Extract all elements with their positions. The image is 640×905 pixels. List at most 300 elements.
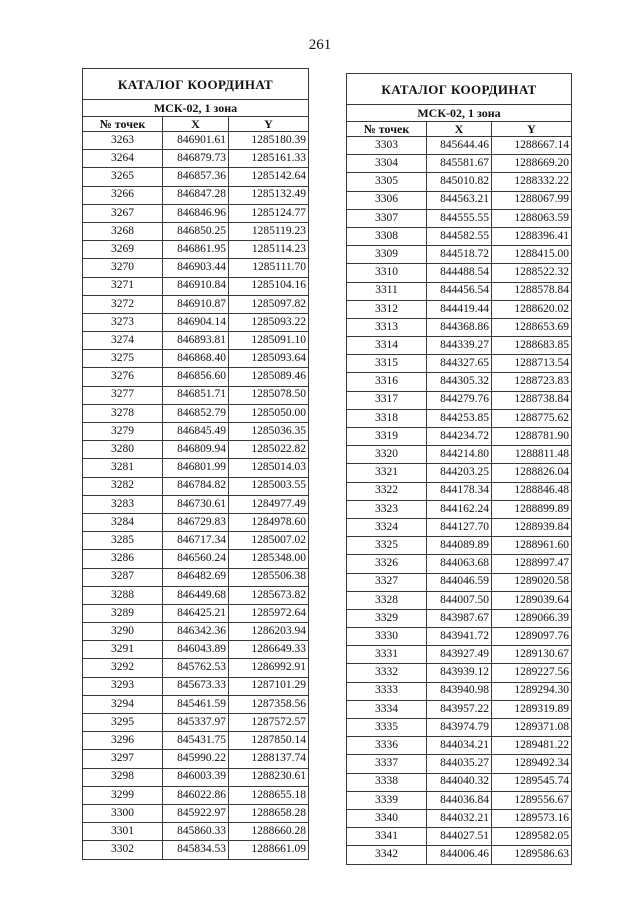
point-number-cell: 3327	[347, 573, 427, 591]
x-coordinate-cell: 844089.89	[427, 537, 492, 555]
point-number-cell: 3321	[347, 464, 427, 482]
y-coordinate-cell: 1288781.90	[492, 428, 572, 446]
point-number-cell: 3279	[83, 423, 163, 441]
y-coordinate-cell: 1285003.55	[229, 477, 309, 495]
x-coordinate-cell: 846850.25	[163, 222, 229, 240]
table-row	[83, 423, 309, 441]
x-coordinate-cell: 846560.24	[163, 550, 229, 568]
table-row	[83, 441, 309, 459]
table-row	[347, 173, 572, 191]
y-coordinate-cell: 1287850.14	[229, 732, 309, 750]
table-row	[83, 604, 309, 622]
y-coordinate-cell: 1289227.56	[492, 664, 572, 682]
x-coordinate-cell: 844456.54	[427, 282, 492, 300]
point-number-cell: 3326	[347, 555, 427, 573]
point-number-cell: 3282	[83, 477, 163, 495]
y-coordinate-cell: 1285142.64	[229, 168, 309, 186]
table-row	[83, 513, 309, 531]
y-coordinate-cell: 1288846.48	[492, 482, 572, 500]
table-row	[347, 700, 572, 718]
table-row	[347, 137, 572, 155]
y-coordinate-cell: 1285093.64	[229, 350, 309, 368]
x-coordinate-cell: 846879.73	[163, 150, 229, 168]
x-coordinate-cell: 844339.27	[427, 337, 492, 355]
y-coordinate-cell: 1289097.76	[492, 628, 572, 646]
point-number-cell: 3288	[83, 586, 163, 604]
y-coordinate-cell: 1288997.47	[492, 555, 572, 573]
point-number-cell: 3313	[347, 318, 427, 336]
table-row	[83, 386, 309, 404]
column-header-point-number: № точек	[347, 122, 427, 137]
table-row	[347, 609, 572, 627]
table-row	[83, 350, 309, 368]
x-coordinate-cell: 844178.34	[427, 482, 492, 500]
point-number-cell: 3310	[347, 264, 427, 282]
x-coordinate-cell: 845922.97	[163, 804, 229, 822]
table-row	[347, 591, 572, 609]
table-row	[347, 428, 572, 446]
point-number-cell: 3328	[347, 591, 427, 609]
point-number-cell: 3323	[347, 500, 427, 518]
point-number-cell: 3298	[83, 768, 163, 786]
table-row	[83, 586, 309, 604]
point-number-cell: 3283	[83, 495, 163, 513]
y-coordinate-cell: 1285132.49	[229, 186, 309, 204]
table-row	[347, 264, 572, 282]
point-number-cell: 3317	[347, 391, 427, 409]
point-number-cell: 3299	[83, 786, 163, 804]
y-coordinate-cell: 1288063.59	[492, 209, 572, 227]
table-row	[347, 682, 572, 700]
point-number-cell: 3296	[83, 732, 163, 750]
point-number-cell: 3307	[347, 209, 427, 227]
table-row	[83, 368, 309, 386]
x-coordinate-cell: 844162.24	[427, 500, 492, 518]
x-coordinate-cell: 846717.34	[163, 532, 229, 550]
point-number-cell: 3325	[347, 537, 427, 555]
y-coordinate-cell: 1284977.49	[229, 495, 309, 513]
y-coordinate-cell: 1287572.57	[229, 714, 309, 732]
y-coordinate-cell: 1288578.84	[492, 282, 572, 300]
x-coordinate-cell: 845581.67	[427, 155, 492, 173]
table-row	[347, 555, 572, 573]
point-number-cell: 3270	[83, 259, 163, 277]
x-coordinate-cell: 846784.82	[163, 477, 229, 495]
table-row	[83, 732, 309, 750]
table-row	[83, 841, 309, 859]
point-number-cell: 3274	[83, 332, 163, 350]
x-coordinate-cell: 846043.89	[163, 641, 229, 659]
table-row	[83, 259, 309, 277]
x-coordinate-cell: 846801.99	[163, 459, 229, 477]
y-coordinate-cell: 1289582.05	[492, 828, 572, 846]
point-number-cell: 3277	[83, 386, 163, 404]
point-number-cell: 3272	[83, 295, 163, 313]
y-coordinate-cell: 1289573.16	[492, 809, 572, 827]
table-row	[347, 518, 572, 536]
table-row	[83, 459, 309, 477]
catalog-rows	[347, 137, 572, 865]
table-row	[83, 132, 309, 150]
table-row	[83, 677, 309, 695]
table-row	[83, 641, 309, 659]
x-coordinate-cell: 844040.32	[427, 773, 492, 791]
column-header-point-number: № точек	[83, 117, 163, 132]
table-row	[83, 532, 309, 550]
x-coordinate-cell: 844582.55	[427, 227, 492, 245]
y-coordinate-cell: 1285161.33	[229, 150, 309, 168]
x-coordinate-cell: 846729.83	[163, 513, 229, 531]
y-coordinate-cell: 1285097.82	[229, 295, 309, 313]
x-coordinate-cell: 844563.21	[427, 191, 492, 209]
x-coordinate-cell: 846482.69	[163, 568, 229, 586]
y-coordinate-cell: 1288230.61	[229, 768, 309, 786]
point-number-cell: 3289	[83, 604, 163, 622]
table-row	[83, 186, 309, 204]
point-number-cell: 3315	[347, 355, 427, 373]
x-coordinate-cell: 846861.95	[163, 241, 229, 259]
point-number-cell: 3264	[83, 150, 163, 168]
x-coordinate-cell: 844063.68	[427, 555, 492, 573]
x-coordinate-cell: 844006.46	[427, 846, 492, 864]
point-number-cell: 3302	[83, 841, 163, 859]
x-coordinate-cell: 845461.59	[163, 695, 229, 713]
table-row	[83, 332, 309, 350]
point-number-cell: 3306	[347, 191, 427, 209]
x-coordinate-cell: 845990.22	[163, 750, 229, 768]
table-row	[347, 846, 572, 864]
point-number-cell: 3291	[83, 641, 163, 659]
y-coordinate-cell: 1288723.83	[492, 373, 572, 391]
x-coordinate-cell: 844555.55	[427, 209, 492, 227]
table-row	[83, 768, 309, 786]
point-number-cell: 3268	[83, 222, 163, 240]
point-number-cell: 3276	[83, 368, 163, 386]
table-row	[83, 550, 309, 568]
table-row	[83, 150, 309, 168]
table-row	[347, 500, 572, 518]
x-coordinate-cell: 844305.32	[427, 373, 492, 391]
x-coordinate-cell: 845762.53	[163, 659, 229, 677]
x-coordinate-cell: 845431.75	[163, 732, 229, 750]
x-coordinate-cell: 844034.21	[427, 737, 492, 755]
table-row	[347, 755, 572, 773]
x-coordinate-cell: 844036.84	[427, 791, 492, 809]
table-row	[347, 809, 572, 827]
table-row	[83, 750, 309, 768]
y-coordinate-cell: 1285180.39	[229, 132, 309, 150]
x-coordinate-cell: 846868.40	[163, 350, 229, 368]
y-coordinate-cell: 1289492.34	[492, 755, 572, 773]
y-coordinate-cell: 1288620.02	[492, 300, 572, 318]
y-coordinate-cell: 1288661.09	[229, 841, 309, 859]
x-coordinate-cell: 846847.28	[163, 186, 229, 204]
y-coordinate-cell: 1286649.33	[229, 641, 309, 659]
table-row	[347, 628, 572, 646]
x-coordinate-cell: 844327.65	[427, 355, 492, 373]
point-number-cell: 3297	[83, 750, 163, 768]
point-number-cell: 3281	[83, 459, 163, 477]
point-number-cell: 3301	[83, 823, 163, 841]
table-row	[347, 664, 572, 682]
x-coordinate-cell: 844518.72	[427, 246, 492, 264]
y-coordinate-cell: 1288811.48	[492, 446, 572, 464]
y-coordinate-cell: 1285078.50	[229, 386, 309, 404]
x-coordinate-cell: 844035.27	[427, 755, 492, 773]
point-number-cell: 3295	[83, 714, 163, 732]
table-row	[83, 568, 309, 586]
point-number-cell: 3300	[83, 804, 163, 822]
point-number-cell: 3341	[347, 828, 427, 846]
y-coordinate-cell: 1288655.18	[229, 786, 309, 804]
page-number: 261	[308, 37, 332, 53]
point-number-cell: 3280	[83, 441, 163, 459]
column-header-y: Y	[229, 117, 309, 132]
y-coordinate-cell: 1289319.89	[492, 700, 572, 718]
table-row	[83, 786, 309, 804]
table-row	[347, 191, 572, 209]
x-coordinate-cell: 846809.94	[163, 441, 229, 459]
point-number-cell: 3318	[347, 409, 427, 427]
y-coordinate-cell: 1285022.82	[229, 441, 309, 459]
x-coordinate-cell: 843939.12	[427, 664, 492, 682]
table-row	[83, 659, 309, 677]
table-row	[347, 446, 572, 464]
point-number-cell: 3265	[83, 168, 163, 186]
y-coordinate-cell: 1288667.14	[492, 137, 572, 155]
table-row	[83, 222, 309, 240]
table-row	[347, 537, 572, 555]
table-row	[83, 295, 309, 313]
y-coordinate-cell: 1285007.02	[229, 532, 309, 550]
table-row	[347, 409, 572, 427]
y-coordinate-cell: 1285119.23	[229, 222, 309, 240]
x-coordinate-cell: 846893.81	[163, 332, 229, 350]
x-coordinate-cell: 846851.71	[163, 386, 229, 404]
x-coordinate-cell: 844203.25	[427, 464, 492, 482]
table-row	[347, 209, 572, 227]
y-coordinate-cell: 1288137.74	[229, 750, 309, 768]
point-number-cell: 3324	[347, 518, 427, 536]
x-coordinate-cell: 844032.21	[427, 809, 492, 827]
point-number-cell: 3333	[347, 682, 427, 700]
x-coordinate-cell: 846856.60	[163, 368, 229, 386]
point-number-cell: 3312	[347, 300, 427, 318]
x-coordinate-cell: 843927.49	[427, 646, 492, 664]
x-coordinate-cell: 846003.39	[163, 768, 229, 786]
y-coordinate-cell: 1286992.91	[229, 659, 309, 677]
point-number-cell: 3292	[83, 659, 163, 677]
y-coordinate-cell: 1285050.00	[229, 404, 309, 422]
x-coordinate-cell: 843987.67	[427, 609, 492, 627]
table-row	[83, 204, 309, 222]
y-coordinate-cell: 1287358.56	[229, 695, 309, 713]
column-header-y: Y	[492, 122, 572, 137]
table-row	[83, 714, 309, 732]
y-coordinate-cell: 1288396.41	[492, 227, 572, 245]
y-coordinate-cell: 1288332.22	[492, 173, 572, 191]
x-coordinate-cell: 846852.79	[163, 404, 229, 422]
x-coordinate-cell: 846846.96	[163, 204, 229, 222]
table-row	[347, 337, 572, 355]
y-coordinate-cell: 1289020.58	[492, 573, 572, 591]
point-number-cell: 3287	[83, 568, 163, 586]
x-coordinate-cell: 845860.33	[163, 823, 229, 841]
y-coordinate-cell: 1286203.94	[229, 623, 309, 641]
y-coordinate-cell: 1289066.39	[492, 609, 572, 627]
catalog-zone: МСК-02, 1 зона	[347, 105, 572, 122]
x-coordinate-cell: 844488.54	[427, 264, 492, 282]
y-coordinate-cell: 1289130.67	[492, 646, 572, 664]
y-coordinate-cell: 1285089.46	[229, 368, 309, 386]
y-coordinate-cell: 1285506.38	[229, 568, 309, 586]
y-coordinate-cell: 1288961.60	[492, 537, 572, 555]
table-row	[83, 313, 309, 331]
point-number-cell: 3316	[347, 373, 427, 391]
y-coordinate-cell: 1285014.03	[229, 459, 309, 477]
table-row	[347, 464, 572, 482]
y-coordinate-cell: 1285104.16	[229, 277, 309, 295]
table-row	[83, 168, 309, 186]
column-header-x: X	[427, 122, 492, 137]
point-number-cell: 3339	[347, 791, 427, 809]
x-coordinate-cell: 846903.44	[163, 259, 229, 277]
y-coordinate-cell: 1285972.64	[229, 604, 309, 622]
point-number-cell: 3334	[347, 700, 427, 718]
point-number-cell: 3330	[347, 628, 427, 646]
x-coordinate-cell: 844007.50	[427, 591, 492, 609]
y-coordinate-cell: 1285124.77	[229, 204, 309, 222]
y-coordinate-cell: 1289481.22	[492, 737, 572, 755]
table-row	[347, 719, 572, 737]
point-number-cell: 3320	[347, 446, 427, 464]
x-coordinate-cell: 845673.33	[163, 677, 229, 695]
x-coordinate-cell: 844234.72	[427, 428, 492, 446]
point-number-cell: 3278	[83, 404, 163, 422]
x-coordinate-cell: 846449.68	[163, 586, 229, 604]
y-coordinate-cell: 1285091.10	[229, 332, 309, 350]
x-coordinate-cell: 844214.80	[427, 446, 492, 464]
point-number-cell: 3290	[83, 623, 163, 641]
catalog-title: КАТАЛОГ КООРДИНАТ	[83, 69, 309, 100]
y-coordinate-cell: 1289586.63	[492, 846, 572, 864]
y-coordinate-cell: 1288522.32	[492, 264, 572, 282]
column-header-x: X	[163, 117, 229, 132]
x-coordinate-cell: 846910.87	[163, 295, 229, 313]
table-row	[83, 623, 309, 641]
x-coordinate-cell: 846901.61	[163, 132, 229, 150]
point-number-cell: 3263	[83, 132, 163, 150]
y-coordinate-cell: 1288899.89	[492, 500, 572, 518]
x-coordinate-cell: 846730.61	[163, 495, 229, 513]
table-row	[347, 246, 572, 264]
y-coordinate-cell: 1285093.22	[229, 313, 309, 331]
x-coordinate-cell: 844368.86	[427, 318, 492, 336]
y-coordinate-cell: 1285673.82	[229, 586, 309, 604]
table-row	[83, 823, 309, 841]
table-row	[83, 404, 309, 422]
x-coordinate-cell: 846425.21	[163, 604, 229, 622]
point-number-cell: 3309	[347, 246, 427, 264]
point-number-cell: 3286	[83, 550, 163, 568]
table-row	[83, 241, 309, 259]
point-number-cell: 3319	[347, 428, 427, 446]
coordinate-catalog-table-left	[82, 68, 309, 860]
x-coordinate-cell: 846904.14	[163, 313, 229, 331]
table-row	[347, 300, 572, 318]
catalog-title: КАТАЛОГ КООРДИНАТ	[347, 74, 572, 105]
table-row	[347, 737, 572, 755]
x-coordinate-cell: 845337.97	[163, 714, 229, 732]
point-number-cell: 3322	[347, 482, 427, 500]
x-coordinate-cell: 846845.49	[163, 423, 229, 441]
y-coordinate-cell: 1288713.54	[492, 355, 572, 373]
x-coordinate-cell: 843941.72	[427, 628, 492, 646]
point-number-cell: 3285	[83, 532, 163, 550]
table-row	[83, 695, 309, 713]
point-number-cell: 3266	[83, 186, 163, 204]
y-coordinate-cell: 1285348.00	[229, 550, 309, 568]
x-coordinate-cell: 843940.98	[427, 682, 492, 700]
coordinate-catalog-table-right	[346, 73, 572, 865]
point-number-cell: 3293	[83, 677, 163, 695]
y-coordinate-cell: 1288669.20	[492, 155, 572, 173]
table-row	[83, 495, 309, 513]
point-number-cell: 3337	[347, 755, 427, 773]
x-coordinate-cell: 843957.22	[427, 700, 492, 718]
x-coordinate-cell: 844279.76	[427, 391, 492, 409]
y-coordinate-cell: 1288660.28	[229, 823, 309, 841]
table-row	[347, 318, 572, 336]
x-coordinate-cell: 845644.46	[427, 137, 492, 155]
x-coordinate-cell: 846022.86	[163, 786, 229, 804]
point-number-cell: 3331	[347, 646, 427, 664]
table-row	[347, 646, 572, 664]
point-number-cell: 3332	[347, 664, 427, 682]
table-row	[347, 573, 572, 591]
table-row	[347, 373, 572, 391]
y-coordinate-cell: 1288826.04	[492, 464, 572, 482]
y-coordinate-cell: 1289371.08	[492, 719, 572, 737]
point-number-cell: 3294	[83, 695, 163, 713]
table-row	[347, 227, 572, 245]
x-coordinate-cell: 845834.53	[163, 841, 229, 859]
x-coordinate-cell: 844127.70	[427, 518, 492, 536]
table-row	[347, 791, 572, 809]
y-coordinate-cell: 1284978.60	[229, 513, 309, 531]
y-coordinate-cell: 1288067.99	[492, 191, 572, 209]
table-row	[347, 828, 572, 846]
y-coordinate-cell: 1289556.67	[492, 791, 572, 809]
y-coordinate-cell: 1289545.74	[492, 773, 572, 791]
point-number-cell: 3311	[347, 282, 427, 300]
table-row	[347, 391, 572, 409]
catalog-zone: МСК-02, 1 зона	[83, 100, 309, 117]
y-coordinate-cell: 1288738.84	[492, 391, 572, 409]
y-coordinate-cell: 1288775.62	[492, 409, 572, 427]
table-row	[347, 355, 572, 373]
x-coordinate-cell: 846910.84	[163, 277, 229, 295]
x-coordinate-cell: 846342.36	[163, 623, 229, 641]
y-coordinate-cell: 1285036.35	[229, 423, 309, 441]
y-coordinate-cell: 1288658.28	[229, 804, 309, 822]
table-row	[347, 282, 572, 300]
x-coordinate-cell: 843974.79	[427, 719, 492, 737]
y-coordinate-cell: 1289294.30	[492, 682, 572, 700]
point-number-cell: 3304	[347, 155, 427, 173]
point-number-cell: 3271	[83, 277, 163, 295]
x-coordinate-cell: 844253.85	[427, 409, 492, 427]
